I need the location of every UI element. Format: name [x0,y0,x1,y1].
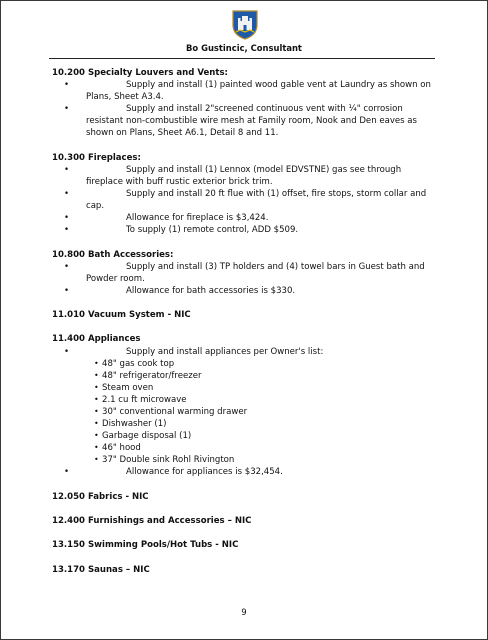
page-number: 9 [241,608,247,618]
item-text: Allowance for bath accessories is $330. [126,285,296,296]
section-heading: 13.150 Swimming Pools/Hot Tubs - NIC [52,540,239,551]
section-11-010 [52,309,435,321]
list-item [52,285,435,297]
bullet-icon: • [64,80,70,91]
item-text: To supply (1) remote control, ADD $509. [126,225,299,236]
bullet-icon: • [64,213,70,224]
section-heading: 10.300 Fireplaces: [52,152,141,163]
item-text: Supply and install 2"screened continuous vent with ¼" corrosion resistant non-combustible wire mesh at Family room, Nook and Den eaves as shown on Plans, Sheet A6.1, Detail 8 and 11. [86,104,417,139]
section-heading: 12.400 Furnishings and Accessories – NIC [52,516,252,527]
list-item: • 2.1 cu ft microwave [94,394,435,406]
item-text: Allowance for fireplace is $3,424. [126,213,269,224]
list-item [52,103,435,139]
section-12-400 [52,515,435,527]
item-text: Allowance for appliances is $32,454. [126,467,283,478]
section-heading: 11.010 Vacuum System - NIC [52,310,191,321]
bullet-icon: • [64,467,70,478]
item-text: Supply and install (1) Lennox (model EDVSTNE) gas see through fireplace with buff rustic exterior brick trim. [86,164,402,187]
item-text: Supply and install (1) painted wood gable vent at Laundry as shown on Plans, Sheet A3.4. [86,80,431,103]
section-13-170 [52,564,435,576]
list-item: • 30" conventional warming drawer [94,406,435,418]
section-10-200 [52,67,435,140]
section-12-050 [52,491,435,503]
coat-of-arms-icon [232,10,258,40]
bullet-icon: • [64,225,70,236]
list-item: • Garbage disposal (1) [94,430,435,442]
bullet-icon: • [64,346,70,357]
section-10-800 [52,249,435,297]
section-heading: 13.170 Saunas – NIC [52,564,150,575]
section-heading: 11.400 Appliances [52,334,141,345]
bullet-icon: • [64,189,70,200]
list-item [52,261,435,285]
list-item [52,79,435,103]
section-heading: 12.050 Fabrics - NIC [52,491,149,502]
section-heading: 10.200 Specialty Louvers and Vents: [52,68,228,78]
list-item: • Dishwasher (1) [94,418,435,430]
document-body [52,67,435,588]
list-item [52,188,435,212]
list-item [52,212,435,224]
section-11-400 [52,333,435,478]
list-item [52,466,435,478]
bullet-icon: • [64,104,70,115]
list-item [52,164,435,188]
list-item: • 48" gas cook top [94,358,435,370]
item-text: Supply and install appliances per Owner's list: [126,346,324,357]
section-10-300 [52,152,435,237]
list-item: • 48" refrigerator/freezer [94,370,435,382]
list-item: • 46" hood [94,442,435,454]
appliance-list [94,358,435,467]
item-text: Supply and install (3) TP holders and (4) towel bars in Guest bath and Powder room. [86,261,425,284]
list-item: • 37" Double sink Rohl Rivington [94,454,435,466]
section-13-150 [52,539,435,551]
list-item [52,224,435,236]
bullet-icon: • [64,261,70,272]
company-name: Bo Gustincic, Consultant [186,43,302,53]
item-text: Supply and install 20 ft flue with (1) offset, fire stops, storm collar and cap. [86,189,427,212]
section-heading: 10.800 Bath Accessories: [52,249,174,260]
list-item [52,346,435,358]
bullet-icon: • [64,285,70,296]
header-divider [49,58,435,59]
list-item: • Steam oven [94,382,435,394]
bullet-icon: • [64,164,70,175]
